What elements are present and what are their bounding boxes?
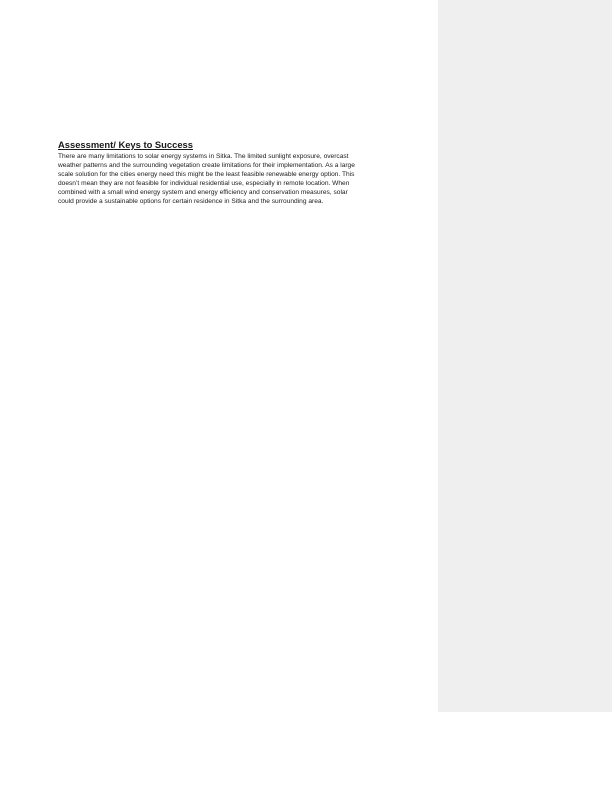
section-heading: Assessment/ Keys to Success xyxy=(58,139,193,150)
comment-pane xyxy=(438,0,612,712)
paragraph-line: doesn’t mean they are not feasible for individual residential use, especially in remote location. When xyxy=(58,180,350,188)
section-paragraph xyxy=(58,152,434,207)
paragraph-line: There are many limitations to solar energy systems in Sitka. The limited sunlight exposure, overcast xyxy=(58,153,349,160)
paragraph-line: combined with a small wind energy system and energy efficiency and conservation measures, solar xyxy=(58,189,348,197)
paragraph-line: scale solution for the cities energy need this might be the least feasible renewable energy option. This xyxy=(58,171,355,179)
paragraph-line: weather patterns and the surrounding vegetation create limitations for their implementation. As a large xyxy=(58,162,355,170)
paragraph-line: could provide a sustainable options for certain residence in Sitka and the surrounding area. xyxy=(58,198,324,206)
document-body xyxy=(58,139,434,207)
